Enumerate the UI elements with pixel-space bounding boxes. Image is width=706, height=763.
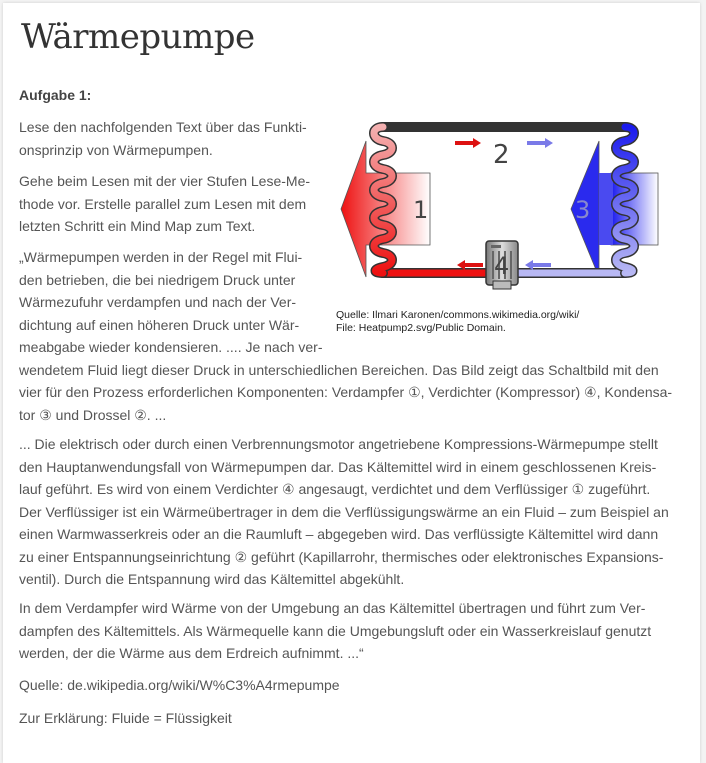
text-line: werden, der die Wärme aus dem Erdreich aufnimmt. ...“ [19,645,364,661]
label-4: 4 [494,252,510,280]
text-line: tor ③ und Drossel ②. ... [19,406,167,423]
text-line: dampfen des Kältemittels. Als Wärmequelle kann die Umgebungsluft oder ein Wasserkreislauf genutzt [19,622,652,639]
text-line: ... Die elektrisch oder durch einen Verbrennungsmotor angetriebene Kompressions-Wärmepumpe stellt [19,436,658,452]
figure-caption [336,309,579,335]
quote-paragraph-3 [19,597,689,665]
text-line: letzten Schritt ein Mind Map zum Text. [19,218,256,234]
explanation-line: Zur Erklärung: Fluide = Flüssigkeit [19,710,232,726]
caption-line: File: Heatpump2.svg/Public Domain. [336,322,506,334]
label-2: 2 [493,140,510,170]
source-line: Quelle: de.wikipedia.org/wiki/W%C3%A4rmepumpe [19,677,340,693]
label-3: 3 [575,196,591,224]
quote-paragraph-2 [19,433,689,591]
text-line: einen Warmwasserkreis oder an die Raumluft – abgegeben wird. Das verflüssigte Kältemittel wird dann [19,526,659,542]
text-line: wendetem Fluid liegt dieser Druck in unterschiedlichen Bereichen. Das Bild zeigt das Schaltbild mit den [19,361,659,378]
flow-arrow-icon [527,138,553,148]
task-label: Aufgabe 1: [19,87,92,103]
flow-arrow-icon [455,138,481,148]
label-1: 1 [413,196,429,224]
text-line: lauf geführt. Es wird von einem Verdichter ④ angesaugt, verdichtet und dem Verflüssiger ① zugeführt. [19,481,651,497]
text-line: onsprinzip von Wärmepumpen. [19,141,213,158]
text-line: zu einer Entspannungseinrichtung ② geführt (Kapillarrohr, thermisches oder elektronisches Expansions- [19,548,664,565]
text-line: ventil). Durch die Entspannung wird das Kältemittel abgekühlt. [19,571,405,587]
text-line: Lese den nachfolgenden Text über das Funkti- [19,119,307,135]
caption-line: Quelle: Ilmari Karonen/commons.wikimedia.org/wiki/ [336,309,580,321]
text-line: den betrieben, die bei niedrigem Druck unter [19,271,296,288]
text-line: Der Verflüssiger ist ein Wärmeübertrager in dem die Verflüssigungswärme an ein Fluid – zum Beispiel an [19,503,669,520]
text-line: thode vor. Erstelle parallel zum Lesen mit dem [19,195,307,212]
text-line: Gehe beim Lesen mit der vier Stufen Lese-Me- [19,173,311,189]
page-title: Wärmepumpe [21,17,255,57]
intro-paragraph-2 [19,170,324,238]
content-card [3,3,700,763]
text-line: meabgabe wieder kondensieren. .... Je nach ver- [19,339,323,355]
intro-paragraph-1 [19,116,324,161]
text-line: dichtung auf einen höheren Druck unter Wär- [19,316,300,333]
text-line: vier für den Prozess erforderlichen Komponenten: Verdampfer ①, Verdichter (Kompressor) ④, Kondensa- [19,384,673,400]
heat-pump-diagram [333,115,673,337]
text-line: Wärmezufuhr verdampfen und nach der Ver- [19,294,297,310]
text-line: „Wärmepumpen werden in der Regel mit Flui- [19,249,303,265]
text-line: den Hauptanwendungsfall von Wärmepumpen dar. Das Kältemittel wird in einem geschlossenen Kreis- [19,458,657,475]
text-line: In dem Verdampfer wird Wärme von der Umgebung an das Kältemittel übertragen und führt zum Ver- [19,600,646,616]
